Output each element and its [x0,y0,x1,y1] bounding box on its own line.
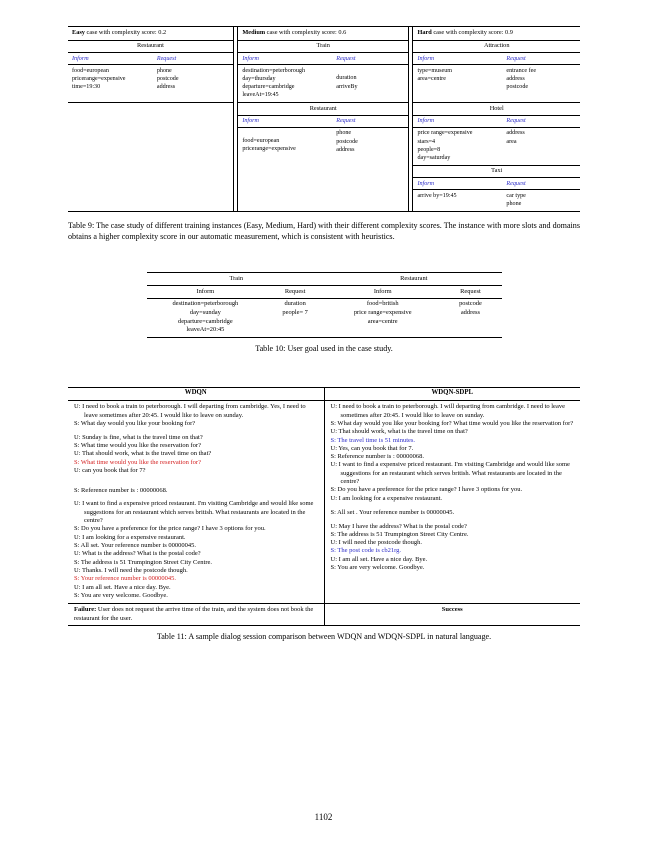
dialog-turn: U: I need to book a train to peterborough. I will departing from cambridge. Yes, I need to leave sometimes after 20:45. I would like to leave on sunday. [74,403,306,419]
dialog-wdqn [68,401,324,603]
page-number: 1102 [314,812,333,822]
request-label-attraction: Request [502,53,580,65]
dialog-turn: S: The post code is cb21rg. [330,547,402,555]
slot-value: car type [506,192,526,199]
table-10-values-row [147,298,502,337]
dialog-turn: U: Yes, can you book that for 7. [330,444,414,452]
inform-label-restaurant-medium: Inform [238,115,332,127]
slot-value: address [506,130,525,137]
dialog-turn: S: Your reference number is 00000045. [74,575,176,583]
slot-value: address [336,146,355,153]
dialog-turn: U: That should work, what is the travel time on that? [330,428,468,436]
complexity-text-hard: case with complexity score: 0.9 [431,29,513,36]
slot-value: address [506,75,525,82]
domain-name-taxi-hard: Taxi [413,165,580,178]
table-10-caption: Table 10: User goal used in the case study. [255,343,393,353]
outcome-success: Success [324,604,580,626]
slot-value: day=saturday [417,154,451,161]
slot-value: duration [336,75,357,82]
table-10-domain-train: Train [147,273,327,286]
inform-values-easy [68,65,153,103]
inform-values-taxi [413,190,502,211]
dialog-turn: S: The travel time is 51 minutes. [330,436,416,444]
slot-value: postcode [506,84,529,91]
slot-value: stars=4 [417,138,436,145]
dialog-turn: S: You are very welcome. Goodbye. [330,564,425,572]
table-9-values-row-3 [68,190,580,211]
table-11-header-row [68,387,580,400]
empty-cell-easy-5 [68,178,233,190]
dialog-turn: S: All set. Your reference number is 00000045. [74,542,197,550]
table-9-label-row-2 [68,115,580,127]
slot-value: area=centre [417,75,446,82]
table-9-values-row-2 [68,127,580,165]
request-values-restaurant-medium [332,127,408,165]
slot-value: people= 7 [282,309,308,317]
failure-label: Failure: [74,606,97,614]
table-10-train-request-values [264,298,326,337]
dialog-turn: S: What day would you like your booking for? [74,419,196,427]
slot-value: people=8 [417,146,441,153]
complexity-text-medium: case with complexity score: 0.6 [265,29,347,36]
slot-value: area=centre [367,317,398,325]
dialog-turn: S: What time would you like the reservation for? [74,458,201,466]
slot-value: address [156,84,176,91]
request-values-attraction [502,65,580,103]
inform-values-attraction [413,65,502,103]
table-10-domain-row [147,273,502,286]
dialog-turn: U: Sunday is fine, what is the travel time on that? [74,433,203,441]
dialog-turn: U: That should work, what is the travel time on that? [74,450,212,458]
slot-value: address [460,309,481,317]
table-11-outcome-row [68,604,580,626]
table-11-col-header-wdqn-sdpl: WDQN-SDPL [324,387,580,400]
inform-label-hotel: Inform [413,115,502,127]
dialog-turn: S: Do you have a preference for the price range? I have 3 options for you. [74,525,266,533]
slot-value: day=sunday [189,309,221,317]
slot-value: leaveAt=19:45 [242,92,279,99]
table-10-inform-train-label: Inform [147,286,265,299]
table-10-restaurant-inform-values [326,298,439,337]
domain-name-hotel-hard: Hotel [413,103,580,116]
table-10-train-inform-values [147,298,265,337]
spacer [242,129,328,137]
slot-value: destination=peterborough [242,67,305,74]
inform-label-train: Inform [238,53,332,65]
page-content [68,26,580,641]
request-values-taxi [502,190,580,211]
slot-value: arrive by=19:45 [417,192,457,199]
domain-name-train-medium: Train [238,40,409,53]
dialog-turn: S: The address is 51 Trumpington Street City Centre. [74,558,213,566]
dialog-turn: U: I am looking for a expensive restaurant. [330,494,443,502]
request-label-restaurant-medium: Request [332,115,408,127]
dialog-turn: S: Reference number is : 00000068. [74,486,168,494]
dialog-turn: U: I am all set. Have a nice day. Bye. [330,555,428,563]
slot-value: phone [336,130,352,137]
dialog-cell-wdqn-sdpl [324,400,580,603]
empty-cell-medium-3 [238,190,409,211]
table-9-caption: Table 9: The case study of different training instances (Easy, Medium, Hard) with their different complexity scores. The instance with more slots and domains obtains a higher complexity score in our automatic measurement, which is consistent with heuristics. [68,220,580,241]
dialog-turn: U: can you book that for 7? [74,467,146,475]
slot-value: type=museum [417,67,453,74]
slot-value: pricerange=expensive [242,146,296,153]
empty-cell-easy-3 [68,127,233,165]
failure-text: User does not request the arrive time of the train, and the system does not book the restaurant for the user. [74,606,314,622]
complexity-label-hard: Hard [417,29,432,36]
dialog-turn: S: You are very welcome. Goodbye. [74,591,168,599]
slot-value: arriveBy [336,83,358,90]
complexity-label-easy: Easy [72,29,85,36]
domain-name-restaurant-medium: Restaurant [238,103,409,116]
table-11-caption: Table 11: A sample dialog session comparison between WDQN and WDQN-SDPL in natural language. [156,631,492,641]
table-9-domain-row-3 [68,165,580,178]
dialog-turn: S: What time would you like the reservation for? [74,442,201,450]
table-10 [147,272,502,337]
empty-cell-easy-6 [68,190,233,211]
dialog-turn: S: Do you have a preference for the price range? I have 3 options for you. [330,486,523,494]
dialog-turn: U: May I have the address? What is the postal code? [330,522,467,530]
request-values-train [332,65,408,103]
dialog-cell-wdqn [68,400,324,603]
slot-value: price range=expensive [353,309,412,317]
table-10-inform-restaurant-label: Inform [326,286,439,299]
slot-value: destination=peterborough [172,300,239,308]
table-10-restaurant-request-values [439,298,501,337]
slot-value: area [506,138,517,145]
slot-value: food=british [366,300,399,308]
dialog-turn: U: I will need the postcode though. [330,539,423,547]
table-10-request-restaurant-label: Request [439,286,501,299]
table-11 [68,387,580,626]
inform-values-hotel [413,127,502,165]
slot-value: departure=cambridge [178,317,233,325]
empty-cell-medium-1 [238,165,409,178]
empty-cell-easy-2 [68,115,233,127]
slot-value: food=european [242,137,280,144]
table-10-subheader-row [147,286,502,299]
request-label-hotel: Request [502,115,580,127]
dialog-turn: S: What day would you like your booking for? What time would you like the reservation for? [330,419,574,427]
table-9-header-medium [238,27,409,41]
request-label-taxi: Request [502,178,580,190]
slot-value: time=19:30 [72,84,101,91]
dialog-turn: S: Reference number is : 00000068. [330,453,425,461]
table-11-dialog-row [68,400,580,603]
table-9-label-row-1 [68,53,580,65]
slot-value: postcode [459,300,482,308]
inform-values-restaurant-medium [238,127,332,165]
dialog-turn: S: All set . Your reference number is 00000045. [330,508,455,516]
domain-name-restaurant-easy: Restaurant [68,40,233,53]
table-10-wrapper [68,272,580,337]
slot-value: phone [156,67,172,74]
slot-value: pricerange=expensive [72,75,126,82]
complexity-text-easy: case with complexity score: 0.2 [84,29,167,36]
slot-value: postcode [156,75,179,82]
table-10-request-train-label: Request [264,286,326,299]
table-9-header-row [68,27,580,41]
request-label-easy: Request [153,53,234,65]
table-9-values-row-1 [68,65,580,103]
table-9 [68,26,580,212]
dialog-turn: U: I am looking for a expensive restaurant. [74,533,186,541]
table-9-label-row-3 [68,178,580,190]
dialog-turn: U: I need to book a train to peterborough. I will departing from cambridge. I need to leave sometimes after 20:45. I would like to leave on sunday. [330,403,565,419]
table-9-domain-row-1 [68,40,580,53]
empty-cell-easy-4 [68,165,233,178]
inform-label-attraction: Inform [413,53,502,65]
dialog-turn: U: What is the address? What is the postal code? [74,550,201,558]
slot-value: price range=expensive [417,130,473,137]
table-11-col-header-wdqn: WDQN [68,387,324,400]
table-9-header-hard [413,27,580,41]
complexity-label-medium: Medium [242,29,266,36]
dialog-turn: U: I want to find a expensive priced restaurant. I'm visiting Cambridge and would like some suggestions for an restaurant which serves british. What restaurants are located in the centre? [330,461,570,486]
table-9-domain-row-2 [68,103,580,116]
request-label-train: Request [332,53,408,65]
empty-cell-easy-1 [68,103,233,116]
inform-label-easy: Inform [68,53,153,65]
dialog-turn: U: I want to find a expensive priced restaurant. I'm visiting Cambridge and would like some suggestions for an restaurant which serves british. What restaurants are located in the centre? [74,500,314,525]
domain-name-attraction-hard: Attraction [413,40,580,53]
request-values-hotel [502,127,580,165]
slot-value: day=thursday [242,75,276,82]
dialog-turn: U: I am all set. Have a nice day. Bye. [74,583,171,591]
dialog-turn: U: Thanks. I will need the postcode though. [74,566,188,574]
slot-value: food=european [72,67,109,74]
table-9-header-easy [68,27,233,41]
dialog-wdqn-sdpl [325,401,581,576]
slot-value: postcode [336,138,358,145]
spacer [336,67,404,75]
slot-value: phone [506,201,522,208]
empty-cell-medium-2 [238,178,409,190]
slot-value: leaveAt=20:45 [186,326,225,334]
inform-label-taxi: Inform [413,178,502,190]
table-11-wrapper [68,387,580,626]
outcome-failure [68,604,324,626]
slot-value: departure=cambridge [242,84,295,91]
inform-values-train [238,65,332,103]
table-10-domain-restaurant: Restaurant [326,273,501,286]
slot-value: entrance fee [506,67,537,74]
slot-value: duration [284,300,306,308]
dialog-turn: S: The address is 51 Trumpington Street City Centre. [330,530,469,538]
request-values-easy [153,65,234,103]
